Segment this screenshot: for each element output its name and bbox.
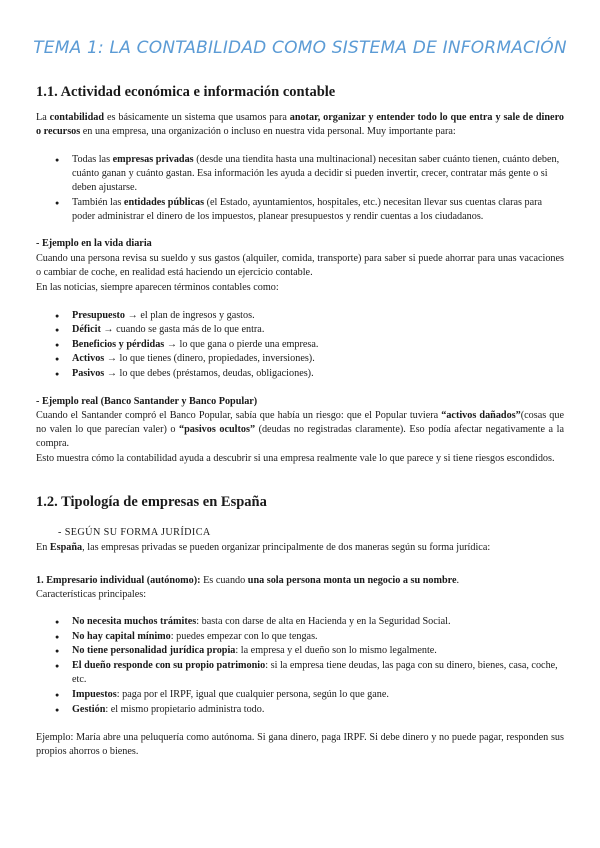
term: Déficit [72, 324, 101, 335]
text: (deudas no registradas claramente). Eso podía afectar negativamente a la compra. [36, 424, 564, 450]
term: No tiene personalidad jurídica propia [72, 645, 236, 656]
term: Activos [72, 353, 105, 364]
feature-item [72, 644, 564, 658]
section-heading-1: 1.1. Actividad económica e información contable [36, 84, 336, 100]
term: No hay capital mínimo [72, 631, 171, 642]
paragraph: En las noticias, siempre aparecen términos contables como: [36, 282, 279, 293]
term-item [72, 309, 564, 323]
intro-paragraph [36, 111, 564, 139]
term-desc: → lo que tienes (dinero, propiedades, inversiones). [104, 353, 315, 364]
term: No necesita muchos trámites [72, 616, 197, 627]
term-desc: → lo que gana o pierde una empresa. [164, 339, 319, 350]
text: en una empresa, una organización o incluso en nuestra vida personal. Muy importante para: [80, 126, 456, 138]
paragraph [36, 541, 564, 555]
term-desc: → el plan de ingresos y gastos. [125, 310, 255, 321]
term: Gestión [72, 704, 106, 715]
bullet-item [72, 153, 564, 196]
text: En [36, 542, 50, 553]
bullet-item [72, 196, 564, 224]
term-desc: : puedes empezar con lo que tengas. [170, 631, 318, 642]
example-paragraph: Cuando una persona revisa su sueldo y sus gastos (alquiler, comida, transporte) para saber si puede ahorrar para unas vacaciones o cambiar de coche, en realidad está haciendo un ejercicio contable. [36, 253, 564, 279]
item-paragraph [36, 574, 564, 588]
feature-item [72, 659, 564, 687]
feature-item [72, 688, 564, 702]
text: (el Estado, ayuntamientos, hospitales, etc.) necesitan llevar sus cuentas claras para poder administrar el dinero de los impuestos, planear presupuestos y rendir cuentas a los ciudadanos. [72, 197, 543, 223]
text: es básicamente un sistema que usamos para [104, 112, 290, 123]
text: (cosas que no valen lo que parecían valer) o [36, 410, 565, 436]
example-paragraph [36, 409, 564, 452]
subsection-label: - SEGÚN SU FORMA JURÍDICA [58, 527, 211, 538]
paragraph: Características principales: [36, 589, 147, 600]
feature-item [72, 630, 564, 644]
bold-text: 1. Empresario individual (autónomo): [36, 575, 201, 586]
paragraph: Esto muestra cómo la contabilidad ayuda a descubrir si una empresa realmente vale lo que parece y si tiene riesgos escondidos. [36, 453, 555, 464]
term-desc: : si la empresa tiene deudas, las paga con su dinero, bienes, casa, coche, etc. [72, 660, 558, 686]
term-item [72, 338, 564, 352]
term: Beneficios y pérdidas [72, 339, 165, 350]
feature-item [72, 615, 564, 629]
bold-text: contabilidad [49, 112, 105, 123]
text: La [36, 112, 50, 123]
section-heading-2: 1.2. Tipología de empresas en España [36, 494, 267, 510]
term: Impuestos [72, 689, 117, 700]
bold-text: anotar, organizar y entender todo lo que entra y sale de dinero o recursos [36, 112, 564, 138]
example-paragraph: Ejemplo: María abre una peluquería como autónoma. Si gana dinero, paga IRPF. Si debe dinero y no puede pagar, responden sus propios ahorros o bienes. [36, 732, 564, 758]
term-desc: : la empresa y el dueño son lo mismo legalmente. [235, 645, 437, 656]
term-item [72, 352, 564, 366]
example-title: - Ejemplo en la vida diaria [36, 238, 152, 249]
page-title: TEMA 1: LA CONTABILIDAD COMO SISTEMA DE INFORMACIÓN [33, 38, 567, 58]
term: Presupuesto [72, 310, 126, 321]
term-desc: → cuando se gasta más de lo que entra. [100, 324, 265, 335]
text: Cuando el Santander compró el Banco Popular, sabía que había un riesgo: que el Popular tuviera [36, 410, 442, 421]
term-desc: : el mismo propietario administra todo. [105, 704, 265, 715]
term-desc: → lo que debes (préstamos, deudas, obligaciones). [104, 368, 314, 379]
text: , las empresas privadas se pueden organizar principalmente de dos maneras según su forma jurídica: [82, 542, 491, 553]
term-desc: : basta con darse de alta en Hacienda y en la Seguridad Social. [196, 616, 451, 627]
text: Todas las [72, 154, 113, 165]
bold-text: una sola persona monta un negocio a su nombre [247, 575, 457, 586]
bold-text: “activos dañados” [441, 410, 521, 421]
term-item [72, 323, 564, 337]
bold-text: España [49, 542, 83, 553]
text: Es cuando [200, 575, 248, 586]
term: El dueño responde con su propio patrimonio [72, 660, 266, 671]
text: (desde una tiendita hasta una multinacional) necesitan saber cuánto tienen, cuánto deben, cuánto ganan y cuánto gastan. Esa información les ayuda a decidir si pueden invertir, crecer, contratar más gente o si deben ajustarse. [72, 154, 560, 194]
text: También las [72, 197, 124, 208]
example-title: - Ejemplo real (Banco Santander y Banco Popular) [36, 396, 258, 407]
bold-text: “pasivos ocultos” [179, 424, 256, 436]
term: Pasivos [72, 368, 105, 379]
bold-text: empresas privadas [112, 154, 194, 165]
text: . [456, 575, 460, 586]
feature-item [72, 703, 564, 717]
bold-text: entidades públicas [123, 197, 205, 208]
term-item [72, 367, 564, 381]
term-desc: : paga por el IRPF, igual que cualquier persona, según lo que gane. [116, 689, 389, 700]
